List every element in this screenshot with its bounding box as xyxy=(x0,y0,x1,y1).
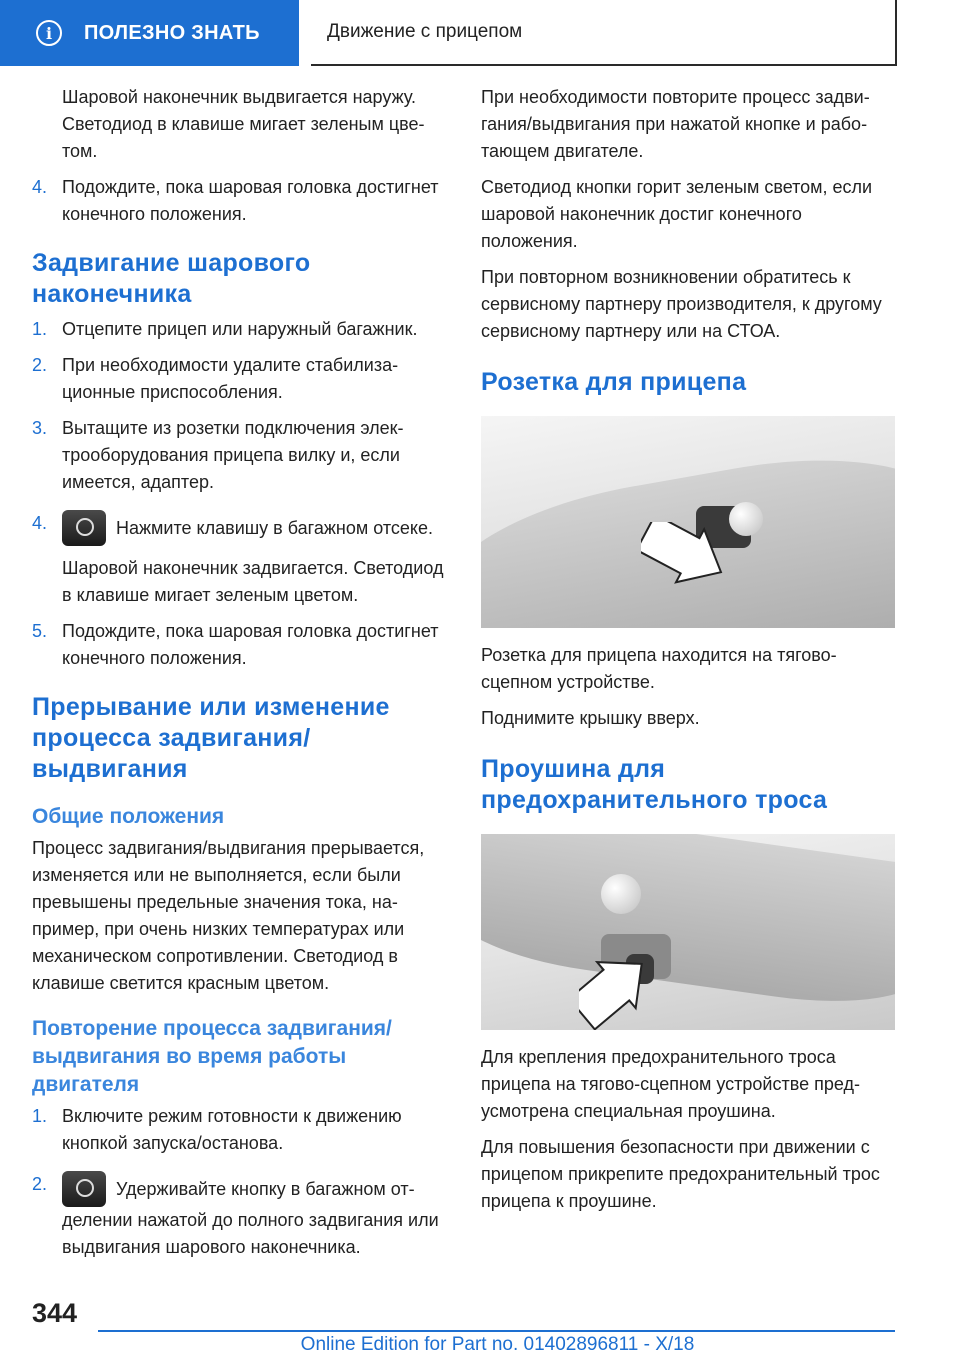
led-paragraph: Светодиод кнопки горит зеленым светом, если шаровой наконечник достиг конечного положения. xyxy=(481,177,873,251)
service-paragraph: При повторном возникновении обратитесь к сервисному партнеру производителя, к другому сервисному партнеру или на СТОА. xyxy=(481,267,882,341)
list-item xyxy=(32,1171,452,1261)
step-text: Подождите, пока шаровая головка достигнет конечного положения. xyxy=(62,177,439,224)
page-header xyxy=(0,0,960,66)
page-number: 344 xyxy=(32,1298,78,1328)
step-number: 5. xyxy=(32,621,48,641)
list-item xyxy=(32,352,452,406)
repeat-heading: Повторение процесса задвигания/выдвигания во время работы двигателя xyxy=(32,1017,392,1096)
list-item xyxy=(32,316,452,343)
step-text: Отцепите прицеп или наружный багажник. xyxy=(62,319,418,339)
edition-text: Online Edition for Part no. 01402896811 - X/18 xyxy=(300,1334,695,1355)
list-item xyxy=(32,1103,452,1157)
step-text: При необходимости удалите стабилизационные приспособления. xyxy=(62,355,399,402)
step-number: 1. xyxy=(32,319,48,339)
list-item xyxy=(32,510,452,546)
step-text: Включите режим готовности к движению кнопкой запуска/останова. xyxy=(62,1106,402,1153)
left-column xyxy=(32,84,452,1270)
list-item xyxy=(32,618,452,672)
step-text: Вытащите из розетки подключения электрооборудования прицепа вилку и, если имеется, адаптер. xyxy=(62,418,404,492)
tow-hitch-button-icon xyxy=(62,510,106,546)
step-number: 4. xyxy=(32,513,48,533)
eye-safety-text: Для повышения безопасности при движении с прицепом прикрепите предохранительный трос прицепа к проушине. xyxy=(481,1137,880,1211)
tow-hitch-button-icon xyxy=(62,1171,106,1207)
step-text: Удерживайте кнопку в багажном отделении нажатой до полного задвигания или выдвигания шарового наконечника. xyxy=(62,1179,439,1257)
socket-heading: Розетка для прицепа xyxy=(481,368,747,396)
repeat-paragraph: При необходимости повторите процесс задвигания/выдвигания при нажатой кнопке и работающем двигателе. xyxy=(481,87,870,161)
interrupt-heading: Прерывание или изменение процесса задвигания/выдвигания xyxy=(32,693,390,783)
socket-illustration xyxy=(481,416,895,628)
retract-heading: Задвигание шарового наконечника xyxy=(32,249,311,308)
general-text: Процесс задвигания/выдвигания прерывается, изменяется или не выполняется, если были превышены предельные значения тока, например, при очень низких температурах или механическом сопротивлении. Светодиод в клавише светится красным цветом. xyxy=(32,838,425,993)
pointer-arrow-icon xyxy=(641,522,731,592)
step-text: Подождите, пока шаровая головка достигнет конечного положения. xyxy=(62,621,439,668)
step-number: 3. xyxy=(32,418,48,438)
chapter-title: Движение с прицепом xyxy=(311,0,897,66)
section-tab-label: ПОЛЕЗНО ЗНАТЬ xyxy=(84,21,260,44)
step-number: 2. xyxy=(32,355,48,375)
list-item xyxy=(32,415,452,496)
info-icon: i xyxy=(36,20,62,46)
pointer-arrow-icon xyxy=(579,956,659,1030)
eye-heading: Проушина для предохранительного троса xyxy=(481,755,828,814)
step-number: 1. xyxy=(32,1106,48,1126)
section-tab xyxy=(0,0,299,66)
general-heading: Общие положения xyxy=(32,805,225,828)
socket-location-text: Розетка для прицепа находится на тягово-сцепном устройстве. xyxy=(481,645,837,692)
list-item xyxy=(32,174,452,228)
safety-eye-illustration xyxy=(481,834,895,1030)
eye-purpose-text: Для крепления предохранительного троса прицепа на тягово-сцепном устройстве предусмотрена специальная проушина. xyxy=(481,1047,860,1121)
socket-cover-text: Поднимите крышку вверх. xyxy=(481,708,700,728)
footer-divider xyxy=(98,1330,895,1332)
step-number: 4. xyxy=(32,177,48,197)
right-column xyxy=(481,84,901,1224)
step-number: 2. xyxy=(32,1174,48,1194)
intro-paragraph: Шаровой наконечник выдвигается наружу. Светодиод в клавише мигает зеленым цветом. xyxy=(62,87,425,161)
step-note: Шаровой наконечник задвигается. Светодиод в клавише мигает зеленым цветом. xyxy=(62,558,444,605)
step-text: Нажмите клавишу в багажном отсеке. xyxy=(116,518,433,538)
